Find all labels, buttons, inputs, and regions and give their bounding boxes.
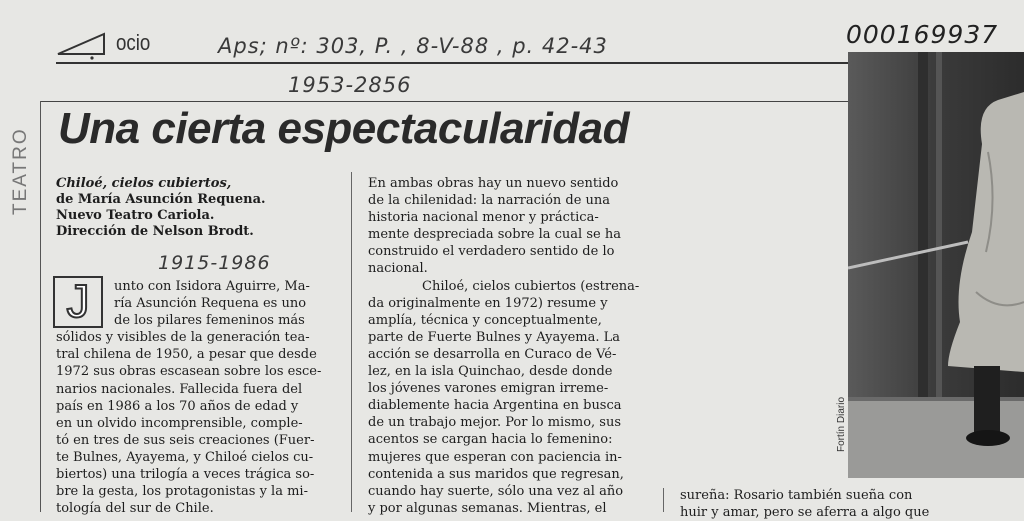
text-line: Chiloé, cielos cubiertos (estrena- — [422, 278, 640, 294]
text-line: mente despreciada sobre la cual se ha — [368, 227, 621, 243]
text-line: huir y amar, pero se aferra a algo que — [680, 505, 930, 521]
text-line: cuando hay suerte, sólo una vez al año — [368, 483, 624, 499]
text-line: de los pilares femeninos más — [114, 313, 305, 329]
left-border-rule — [40, 101, 41, 512]
credit-line: de María Asunción Requena. — [56, 192, 266, 207]
text-line: país en 1986 a los 70 años de edad y — [56, 398, 299, 414]
section-vertical-label: TEATRO — [10, 127, 31, 215]
text-line: en un olvido incomprensible, comple- — [56, 415, 303, 431]
text-line: tología del sur de Chile. — [56, 501, 214, 517]
text-line: 1972 sus obras escasean sobre los esce- — [56, 364, 322, 380]
handwritten-citation: Aps; nº: 303, P. , 8-V-88 , p. 42-43 — [218, 34, 608, 58]
column-divider — [351, 172, 352, 512]
text-line: unto con Isidora Aguirre, Ma- — [114, 279, 310, 294]
credit-line: Nuevo Teatro Cariola. — [56, 208, 215, 223]
photo-credit: Fortín Diario — [836, 396, 847, 452]
text-line: te Bulnes, Ayayema, y Chiloé cielos cu- — [56, 449, 314, 465]
text-line: mujeres que esperan con paciencia in- — [368, 449, 622, 465]
drop-cap: J — [53, 276, 103, 328]
article-headline: Una cierta espectacularidad — [58, 104, 629, 153]
credit-line: Chiloé, cielos cubiertos, — [56, 176, 232, 191]
article-column-1 — [56, 278, 338, 517]
handwritten-range: 1953-2856 — [288, 73, 412, 97]
text-line: de la chilenidad: la narración de una — [368, 193, 611, 209]
credit-line: Dirección de Nelson Brodt. — [56, 224, 254, 239]
column-divider — [663, 488, 664, 512]
article-column-3 — [680, 487, 962, 521]
text-line: ría Asunción Requena es uno — [114, 296, 307, 312]
text-line: y por algunas semanas. Mientras, el — [368, 500, 607, 516]
text-line: construido el verdadero sentido de lo — [368, 244, 615, 260]
text-line: bre la gesta, los protagonistas y la mi- — [56, 484, 308, 500]
text-line: historia nacional menor y prácticа- — [368, 210, 599, 226]
text-line: tral chilena de 1950, a pesar que desde — [56, 347, 317, 363]
text-line: los jóvenes varones emigran irreme- — [368, 381, 609, 397]
text-line: contenida a sus maridos que regresan, — [368, 466, 624, 482]
stage-photo — [848, 52, 1024, 478]
title-rule — [40, 101, 848, 102]
article-column-2 — [368, 175, 648, 517]
text-line: En ambas obras hay un nuevo sentido — [368, 176, 619, 191]
text-line: narios nacionales. Fallecida fuera del — [56, 381, 303, 397]
text-line: biertos) una trilogía a veces trágica so- — [56, 467, 315, 483]
text-line: da originalmente en 1972) resume y — [368, 295, 608, 311]
stage-photo-image — [848, 52, 1024, 478]
text-line: nacional. — [368, 261, 428, 277]
section-rule — [56, 62, 848, 64]
text-line: diablemente hacia Argentina en busca — [368, 398, 622, 414]
section-triangle-icon — [56, 30, 108, 60]
text-line: amplía, técnica y conceptualmente, — [368, 312, 602, 328]
handwritten-years: 1915-1986 — [158, 252, 271, 274]
text-line: de un trabajo mejor. Por lo mismo, sus — [368, 415, 622, 431]
text-line: parte de Fuerte Bulnes y Ayayema. La — [368, 329, 620, 345]
text-line: acción se desarrolla en Curaco de Vé- — [368, 346, 617, 362]
section-label: ocio — [116, 30, 151, 55]
play-credits — [56, 176, 346, 240]
text-line: sureña: Rosario también sueña con — [680, 488, 913, 503]
text-line: tó en tres de sus seis creaciones (Fuer- — [56, 432, 315, 448]
handwritten-archive-id: 000169937 — [846, 20, 999, 49]
text-line: lez, en la isla Quinchao, desde donde — [368, 364, 613, 380]
text-line: acentos se cargan hacia lo femenino: — [368, 432, 613, 448]
text-line: sólidos y visibles de la generación tea- — [56, 330, 310, 346]
